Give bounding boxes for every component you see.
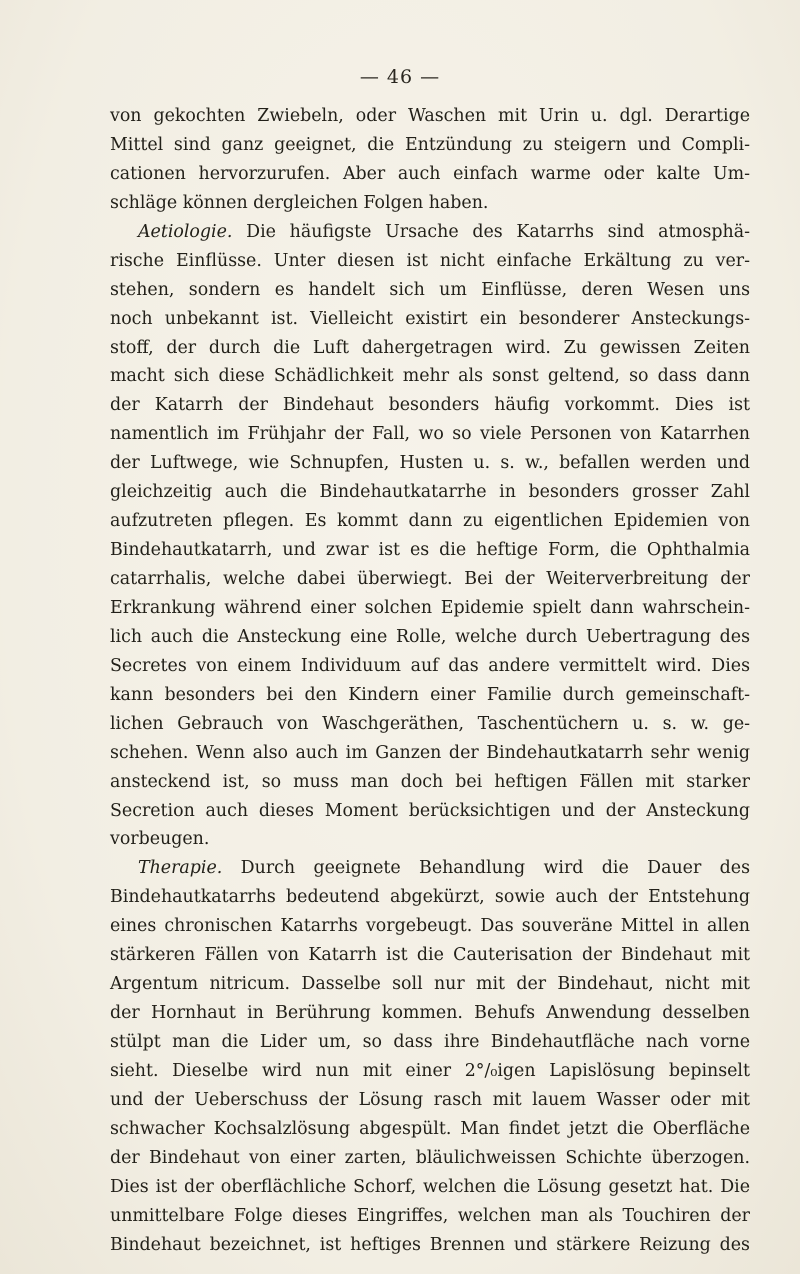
text-line: [110, 710, 750, 739]
line-text: eines chronischen Katarrhs vorgebeugt. Das souveräne Mittel in allen: [110, 916, 750, 937]
line-text: der Bindehaut von einer zarten, bläulichweissen Schichte überzogen.: [110, 1147, 750, 1168]
line-text: und der Ueberschuss der Lösung rasch mit lauem Wasser oder mit: [110, 1089, 750, 1110]
text-line: [110, 160, 750, 189]
text-line: [110, 970, 750, 999]
line-text: schwacher Kochsalzlösung abgespült. Man findet jetzt die Oberfläche: [110, 1118, 750, 1139]
line-text: gleichzeitig auch die Bindehautkatarrhe in besonders grosser Zahl: [110, 482, 750, 503]
line-text: sieht. Dieselbe wird nun mit einer 2°/₀igen Lapislösung bepinselt: [110, 1060, 750, 1081]
section-heading: Aetiologie.: [138, 221, 233, 242]
text-line: [110, 999, 750, 1028]
line-text: unmittelbare Folge dieses Eingriffes, welchen man als Touchiren der: [110, 1205, 750, 1226]
line-text: stülpt man die Lider um, so dass ihre Bindehautfläche nach vorne: [110, 1032, 750, 1052]
line-text: Erkrankung während einer solchen Epidemie spielt dann wahrschein-: [110, 597, 750, 618]
line-text: vorbeugen.: [110, 829, 210, 850]
section-heading: Therapie.: [138, 858, 223, 879]
text-line: [110, 941, 750, 970]
text-line: [110, 1086, 750, 1115]
text-line: [110, 247, 750, 276]
line-text: Durch geeignete Behandlung wird die Dauer des: [222, 858, 750, 879]
line-text: Mittel sind ganz geeignet, die Entzündung zu steigern und Compli-: [110, 134, 750, 155]
text-line: [110, 1115, 750, 1144]
line-text: Die häufigste Ursache des Katarrhs sind atmosphä-: [232, 221, 750, 242]
text-line: [110, 797, 750, 826]
line-text: lichen Gebrauch von Waschgeräthen, Taschentüchern u. s. w. ge-: [110, 713, 750, 734]
text-line: [110, 1057, 750, 1086]
line-text: macht sich diese Schädlichkeit mehr als sonst geltend, so dass dann: [110, 366, 750, 387]
line-text: catarrhalis, welche dabei überwiegt. Bei der Weiterverbreitung der: [110, 569, 750, 589]
text-line: [110, 131, 750, 160]
line-text: Bindehaut bezeichnet, ist heftiges Brennen und stärkere Reizung des: [110, 1234, 750, 1255]
text-line: [110, 854, 750, 883]
line-text: von gekochten Zwiebeln, oder Waschen mit Urin u. dgl. Derartige: [110, 106, 750, 126]
text-line: [110, 507, 750, 536]
text-line: [110, 218, 750, 247]
line-text: ansteckend ist, so muss man doch bei heftigen Fällen mit starker: [110, 771, 750, 792]
line-text: noch unbekannt ist. Vielleicht existirt ein besonderer Ansteckungs-: [110, 308, 750, 329]
line-text: stärkeren Fällen von Katarrh ist die Cauterisation der Bindehaut mit: [110, 945, 750, 966]
line-text: kann besonders bei den Kindern einer Familie durch gemeinschaft-: [110, 684, 750, 705]
line-text: rische Einflüsse. Unter diesen ist nicht einfache Erkältung zu ver-: [110, 250, 750, 271]
line-text: lich auch die Ansteckung eine Rolle, welche durch Uebertragung des: [110, 626, 750, 647]
line-text: der Luftwege, wie Schnupfen, Husten u. s. w., befallen werden und: [110, 453, 750, 474]
line-text: Bindehautkatarrhs bedeutend abgekürzt, sowie auch der Entstehung: [110, 887, 750, 908]
line-text: der Hornhaut in Berührung kommen. Behufs Anwendung desselben: [110, 1003, 750, 1024]
text-line: [110, 102, 750, 131]
body-text: [110, 102, 750, 1260]
text-line: [110, 594, 750, 623]
text-line: [110, 391, 750, 420]
text-line: [110, 912, 750, 941]
text-line: [110, 652, 750, 681]
text-line: [110, 565, 750, 594]
text-line: [110, 276, 750, 305]
text-line: [110, 623, 750, 652]
text-line: [110, 1028, 750, 1057]
text-line: [110, 449, 750, 478]
text-line: [110, 420, 750, 449]
line-text: stoff, der durch die Luft dahergetragen wird. Zu gewissen Zeiten: [110, 337, 750, 358]
line-text: stehen, sondern es handelt sich um Einflüsse, deren Wesen uns: [110, 279, 750, 300]
text-line: [110, 825, 750, 854]
text-line: [110, 1202, 750, 1231]
line-text: namentlich im Frühjahr der Fall, wo so viele Personen von Katarrhen: [110, 424, 750, 445]
text-line: [110, 768, 750, 797]
line-text: schläge können dergleichen Folgen haben.: [110, 192, 489, 213]
text-line: [110, 1231, 750, 1260]
line-text: Secretion auch dieses Moment berücksichtigen und der Ansteckung: [110, 800, 750, 821]
line-text: schehen. Wenn also auch im Ganzen der Bindehautkatarrh sehr wenig: [110, 742, 750, 763]
text-line: [110, 681, 750, 710]
line-text: Dies ist der oberflächliche Schorf, welchen die Lösung gesetzt hat. Die: [110, 1176, 750, 1197]
text-line: [110, 883, 750, 912]
text-line: [110, 189, 750, 218]
line-text: cationen hervorzurufen. Aber auch einfach warme oder kalte Um-: [110, 163, 750, 184]
line-text: der Katarrh der Bindehaut besonders häufig vorkommt. Dies ist: [110, 395, 750, 416]
text-line: [110, 305, 750, 334]
text-line: [110, 1144, 750, 1173]
line-text: Secretes von einem Individuum auf das andere vermittelt wird. Dies: [110, 655, 750, 676]
text-line: [110, 739, 750, 768]
line-text: aufzutreten pflegen. Es kommt dann zu eigentlichen Epidemien von: [110, 511, 750, 532]
line-text: Bindehautkatarrh, und zwar ist es die heftige Form, die Ophthalmia: [110, 540, 750, 561]
text-line: [110, 362, 750, 391]
text-line: [110, 536, 750, 565]
text-line: [110, 334, 750, 363]
line-text: Argentum nitricum. Dasselbe soll nur mit der Bindehaut, nicht mit: [110, 974, 750, 995]
text-line: [110, 1173, 750, 1202]
text-line: [110, 478, 750, 507]
page-number: — 46 —: [359, 66, 441, 88]
